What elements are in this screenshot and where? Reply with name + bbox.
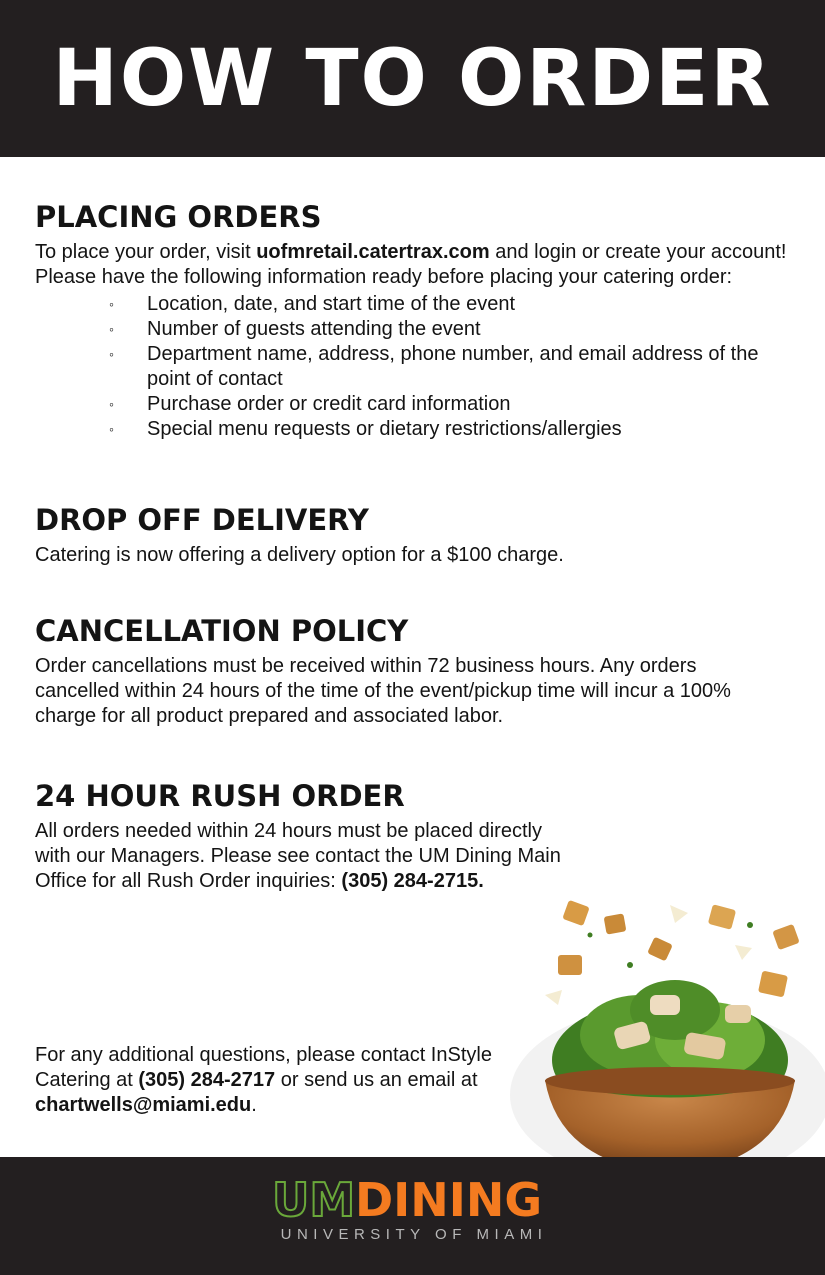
drop-off-section <box>35 505 805 568</box>
bullet-icon: ◦ <box>109 395 114 412</box>
rush-order-body: All orders needed within 24 hours must be placed directly with our Managers. Please see contact the UM Dining Main Office for all Rush Order inquiries: <box>35 819 561 892</box>
contact-text <box>35 1043 495 1118</box>
intro-text: To place your order, visit <box>35 240 257 263</box>
list-item-text: Department name, address, phone number, and email address of the point of contact <box>147 342 759 390</box>
page-title: HOW TO ORDER <box>52 33 773 124</box>
placing-orders-intro <box>35 240 805 290</box>
contact-body: For any additional questions, please contact InStyle Catering at <box>35 1044 492 1091</box>
bullet-icon: ◦ <box>109 345 114 362</box>
contact-phone[interactable]: (305) 284-2717 <box>138 1069 276 1091</box>
rush-order-heading: 24 HOUR RUSH ORDER <box>35 779 405 813</box>
bullet-icon: ◦ <box>109 295 114 312</box>
list-item <box>35 417 805 442</box>
list-item <box>35 317 805 342</box>
bullet-icon: ◦ <box>109 320 114 337</box>
placing-orders-section <box>35 202 805 442</box>
list-item-text: Location, date, and start time of the event <box>147 292 516 315</box>
cancellation-heading: CANCELLATION POLICY <box>35 614 409 648</box>
list-item <box>35 292 805 317</box>
logo-subtitle: UNIVERSITY OF MIAMI <box>280 1226 548 1243</box>
salad-bowl-image <box>510 885 825 1185</box>
intro-text-rest: and login or create your account! Please have the following information ready before placing your catering order: <box>35 240 787 288</box>
contact-body-mid: or send us an email at <box>275 1069 478 1091</box>
logo-um: UM <box>272 1173 356 1227</box>
placing-orders-heading: PLACING ORDERS <box>35 200 322 234</box>
list-item <box>35 392 805 417</box>
list-item-text: Purchase order or credit card information <box>147 392 511 415</box>
logo-dining: DINING <box>355 1173 543 1227</box>
bullet-icon: ◦ <box>109 420 114 437</box>
contact-period: . <box>251 1094 257 1116</box>
drop-off-heading: DROP OFF DELIVERY <box>35 503 369 537</box>
drop-off-text: Catering is now offering a delivery option for a $100 charge. <box>35 543 564 566</box>
rush-order-text <box>35 819 570 894</box>
footer-banner <box>0 1157 825 1275</box>
catertrax-link[interactable]: uofmretail.catertrax.com <box>256 240 490 263</box>
cancellation-section <box>35 616 805 729</box>
rush-phone[interactable]: (305) 284-2715. <box>341 869 484 892</box>
contact-email[interactable]: chartwells@miami.edu <box>35 1094 252 1116</box>
cancellation-text: Order cancellations must be received within 72 business hours. Any orders cancelled within 24 hours of the time of the event/pickup time will incur a 100% charge for all product prepared and associated labor. <box>35 654 731 727</box>
requirements-list <box>35 292 805 442</box>
list-item <box>35 342 805 392</box>
header-banner <box>0 0 825 157</box>
list-item-text: Number of guests attending the event <box>147 317 481 340</box>
list-item-text: Special menu requests or dietary restrictions/allergies <box>147 417 622 440</box>
rush-order-section <box>35 781 805 894</box>
